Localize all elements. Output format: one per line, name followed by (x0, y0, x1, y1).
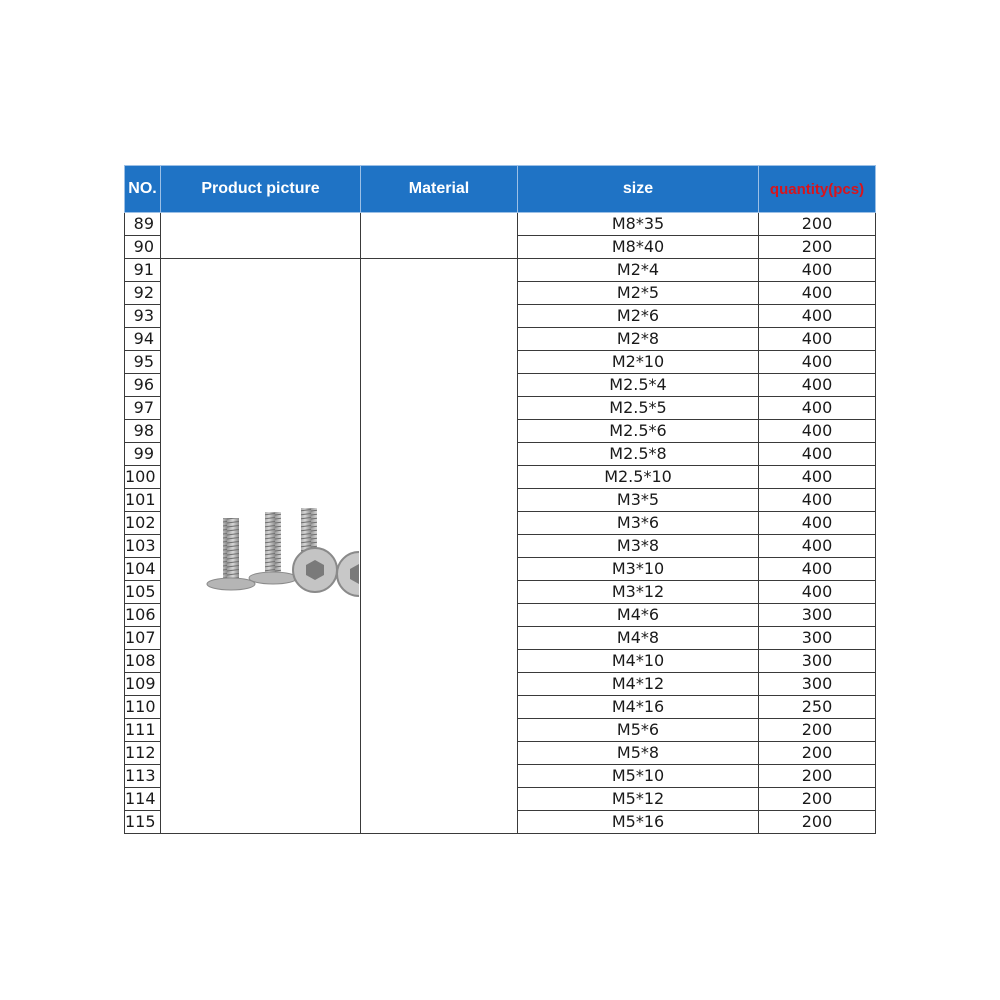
quantity-cell: 200 (759, 765, 876, 788)
quantity-cell: 200 (759, 213, 876, 236)
row-number: 103 (125, 535, 161, 558)
row-number: 97 (125, 397, 161, 420)
row-number: 90 (125, 236, 161, 259)
quantity-cell: 200 (759, 788, 876, 811)
quantity-cell: 200 (759, 236, 876, 259)
material-cell (361, 213, 518, 259)
size-cell: M2.5*10 (518, 466, 759, 489)
quantity-cell: 200 (759, 811, 876, 834)
row-number: 101 (125, 489, 161, 512)
header-quantity: quantity(pcs) (759, 166, 876, 213)
size-cell: M8*35 (518, 213, 759, 236)
size-cell: M2.5*4 (518, 374, 759, 397)
quantity-cell: 400 (759, 535, 876, 558)
row-number: 96 (125, 374, 161, 397)
screw-product-image (179, 508, 359, 608)
quantity-cell: 300 (759, 604, 876, 627)
row-number: 110 (125, 696, 161, 719)
quantity-cell: 400 (759, 420, 876, 443)
quantity-cell: 400 (759, 397, 876, 420)
quantity-cell: 300 (759, 673, 876, 696)
size-cell: M2*6 (518, 305, 759, 328)
quantity-cell: 400 (759, 282, 876, 305)
quantity-cell: 400 (759, 581, 876, 604)
size-cell: M5*10 (518, 765, 759, 788)
size-cell: M2.5*6 (518, 420, 759, 443)
size-cell: M4*10 (518, 650, 759, 673)
material-cell (361, 259, 518, 834)
row-number: 111 (125, 719, 161, 742)
size-cell: M5*12 (518, 788, 759, 811)
header-size: size (518, 166, 759, 213)
size-cell: M2*4 (518, 259, 759, 282)
quantity-cell: 400 (759, 512, 876, 535)
quantity-cell: 400 (759, 259, 876, 282)
size-cell: M5*16 (518, 811, 759, 834)
size-cell: M3*5 (518, 489, 759, 512)
size-cell: M8*40 (518, 236, 759, 259)
row-number: 98 (125, 420, 161, 443)
header-row (125, 166, 876, 213)
size-cell: M4*8 (518, 627, 759, 650)
row-number: 89 (125, 213, 161, 236)
quantity-cell: 200 (759, 719, 876, 742)
row-number: 109 (125, 673, 161, 696)
row-number: 99 (125, 443, 161, 466)
row-number: 94 (125, 328, 161, 351)
product-picture-wrap (161, 260, 361, 832)
row-number: 91 (125, 259, 161, 282)
quantity-cell: 400 (759, 328, 876, 351)
size-cell: M2*10 (518, 351, 759, 374)
row-number: 112 (125, 742, 161, 765)
quantity-cell: 300 (759, 650, 876, 673)
quantity-cell: 400 (759, 489, 876, 512)
row-number: 104 (125, 558, 161, 581)
header-no: NO. (125, 166, 161, 213)
size-cell: M4*6 (518, 604, 759, 627)
quantity-cell: 200 (759, 742, 876, 765)
header-product-picture: Product picture (161, 166, 361, 213)
product-table (124, 165, 876, 834)
row-number: 95 (125, 351, 161, 374)
quantity-cell: 250 (759, 696, 876, 719)
row-number: 102 (125, 512, 161, 535)
row-number: 93 (125, 305, 161, 328)
size-cell: M4*12 (518, 673, 759, 696)
size-cell: M3*8 (518, 535, 759, 558)
table-row (125, 213, 876, 236)
header-material: Material (361, 166, 518, 213)
size-cell: M5*8 (518, 742, 759, 765)
quantity-cell: 300 (759, 627, 876, 650)
size-cell: M2*8 (518, 328, 759, 351)
row-number: 115 (125, 811, 161, 834)
row-number: 108 (125, 650, 161, 673)
size-cell: M2.5*5 (518, 397, 759, 420)
quantity-cell: 400 (759, 558, 876, 581)
row-number: 107 (125, 627, 161, 650)
quantity-cell: 400 (759, 305, 876, 328)
size-cell: M3*12 (518, 581, 759, 604)
size-cell: M3*10 (518, 558, 759, 581)
quantity-cell: 400 (759, 443, 876, 466)
quantity-cell: 400 (759, 351, 876, 374)
size-cell: M5*6 (518, 719, 759, 742)
size-cell: M3*6 (518, 512, 759, 535)
quantity-cell: 400 (759, 466, 876, 489)
size-cell: M2*5 (518, 282, 759, 305)
row-number: 105 (125, 581, 161, 604)
table-body (125, 213, 876, 834)
row-number: 114 (125, 788, 161, 811)
row-number: 113 (125, 765, 161, 788)
quantity-cell: 400 (759, 374, 876, 397)
table-row (125, 259, 876, 282)
row-number: 92 (125, 282, 161, 305)
product-picture-cell (161, 259, 361, 834)
product-picture-cell (161, 213, 361, 259)
size-cell: M2.5*8 (518, 443, 759, 466)
row-number: 106 (125, 604, 161, 627)
row-number: 100 (125, 466, 161, 489)
size-cell: M4*16 (518, 696, 759, 719)
